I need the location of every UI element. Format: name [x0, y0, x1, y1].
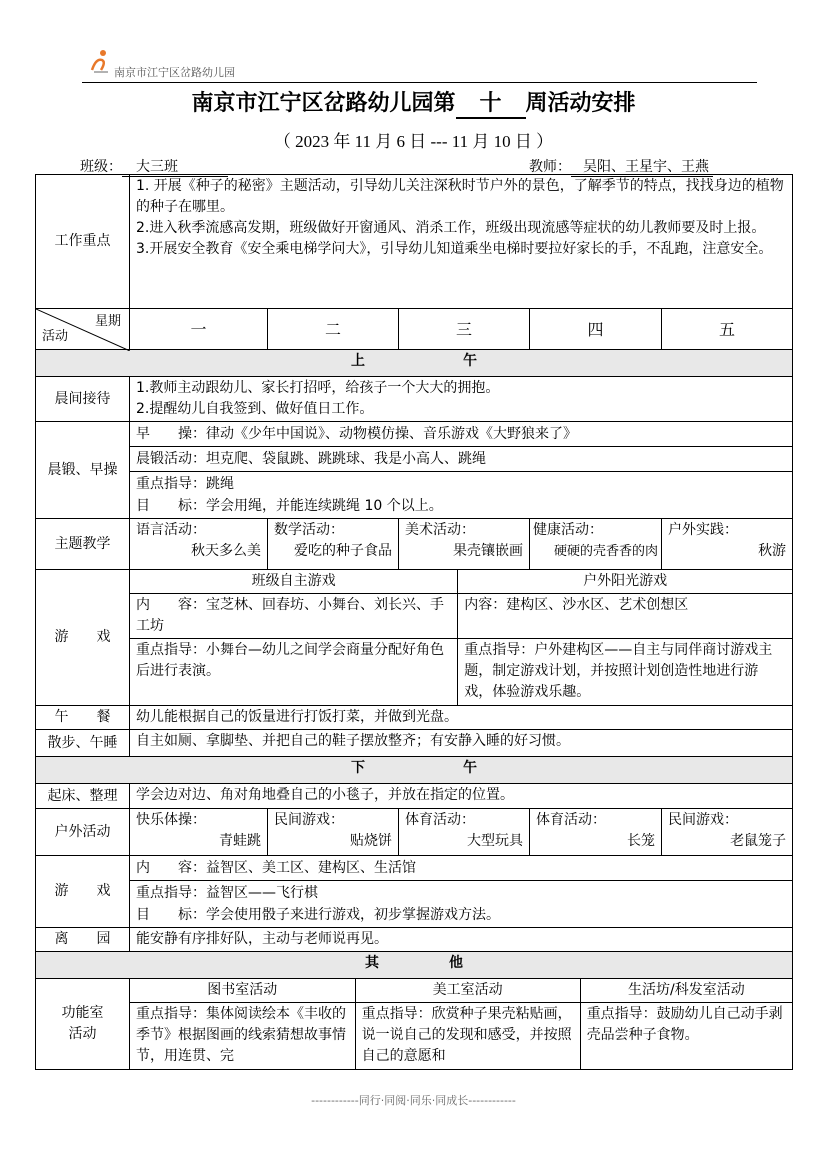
morning-greet-label: 晨间接待: [36, 377, 130, 422]
exercise-goal-line: 目 标：学会用绳，并能连续跳绳 10 个以上。: [136, 498, 443, 514]
morning-exercise-label: 晨锻、早操: [36, 422, 130, 519]
leave-text: 能安静有序排好队，主动与老师说再见。: [130, 928, 793, 952]
work-focus-item: 3.开展安全教育《安全乘电梯学问大》，引导幼儿知道乘坐电梯时要拉好家长的手，不乱跑，注意安全。: [136, 241, 773, 257]
schedule-table: [35, 174, 793, 1070]
theme-cell: [268, 519, 399, 570]
function-room-row: [36, 979, 793, 1070]
title-suffix: 周活动安排: [525, 91, 636, 116]
class-games-focus: 重点指导：小舞台—幼儿之间学会商量分配好角色后进行表演。: [130, 639, 458, 706]
art-room-title: 美工室活动: [355, 979, 580, 1003]
outdoor-games-title: 户外阳光游戏: [458, 570, 792, 594]
theme-cell-value: 秋天多么美: [191, 543, 261, 559]
games-pm-content: [130, 856, 793, 928]
theme-cell-head: 美术活动：: [405, 522, 475, 538]
games-pm-label: 游 戏: [36, 856, 130, 928]
outdoor-cell: [130, 809, 268, 856]
outdoor-cell: [662, 809, 793, 856]
other-section-title: 其 他: [36, 952, 793, 979]
outdoor-cell-value: 大型玩具: [467, 833, 523, 849]
days-header-row: [36, 309, 793, 350]
library-title: 图书室活动: [130, 979, 355, 1003]
outdoor-cell-head: 民间游戏：: [274, 812, 344, 828]
theme-teaching-label: 主题教学: [36, 519, 130, 570]
function-room-content: [130, 979, 793, 1070]
page-title: [0, 86, 827, 119]
nap-row: [36, 730, 793, 757]
theme-cell: [399, 519, 530, 570]
theme-cell-head: 健康活动：: [533, 522, 603, 538]
games-am-row: [36, 570, 793, 706]
day-wednesday: 三: [399, 309, 530, 350]
date-range: （ 2023 年 11 月 6 日 --- 11 月 10 日 ）: [273, 132, 554, 151]
library-text: 重点指导：集体阅读绘本《丰收的季节》根据图画的线索猜想故事情节，用连贯、完: [130, 1003, 355, 1070]
page-header: [82, 42, 757, 83]
games-pm-focus: [130, 881, 792, 927]
days-diagonal-cell: [36, 309, 130, 350]
outdoor-cell-head: 民间游戏：: [668, 812, 738, 828]
days-header-top: 星期: [94, 314, 121, 329]
lunch-row: [36, 706, 793, 730]
theme-cell: [130, 519, 268, 570]
title-prefix: 南京市江宁区岔路幼儿园第: [191, 91, 456, 116]
work-focus-row: [36, 175, 793, 309]
theme-cell: [530, 519, 662, 570]
outdoor-cell-value: 长笼: [627, 833, 655, 849]
art-room-text: 重点指导：欣赏种子果壳粘贴画，说一说自己的发现和感受，并按照自己的意愿和: [355, 1003, 580, 1070]
outdoor-cell: [268, 809, 399, 856]
exercise-line: 早 操：律动《少年中国说》、动物模仿操、音乐游戏《大野狼来了》: [130, 422, 792, 447]
theme-cell-value: 硬硬的壳香香的肉: [553, 544, 658, 559]
work-focus-item: 1. 开展《种子的秘密》主题活动，引导幼儿关注深秋时节户外的景色，了解季节的特点，找找身边的植物的种子在哪里。: [136, 178, 784, 215]
morning-greet-row: [36, 377, 793, 422]
outdoor-cell-head: 体育活动：: [405, 812, 475, 828]
life-room-title: 生活坊/科发室活动: [580, 979, 792, 1003]
nap-text: 自主如厕、拿脚垫、并把自己的鞋子摆放整齐；有安静入睡的好习惯。: [130, 730, 793, 757]
day-monday: 一: [130, 309, 268, 350]
page-footer: ------------同行·同阅·同乐·同成长------------: [311, 1094, 516, 1107]
class-games-content: 内 容：宝芝林、回春坊、小舞台、刘长兴、手工坊: [130, 594, 458, 639]
lunch-text: 幼儿能根据自己的饭量进行打饭打菜，并做到光盘。: [130, 706, 793, 730]
wakeup-row: [36, 784, 793, 809]
outdoor-cell: [399, 809, 530, 856]
outdoor-label: 户外活动: [36, 809, 130, 856]
wakeup-label: 起床、整理: [36, 784, 130, 809]
outdoor-cell-head: 体育活动：: [536, 812, 606, 828]
function-room-label: [36, 979, 130, 1070]
outdoor-games-content: 内容：建构区、沙水区、艺术创想区: [458, 594, 792, 639]
morning-exercise-row: [36, 422, 793, 519]
teacher-value: 吴阳、王星宇、王燕: [571, 156, 713, 177]
nap-label: 散步、午睡: [36, 730, 130, 757]
outdoor-cell: [530, 809, 662, 856]
afternoon-section-title: 下 午: [36, 757, 793, 784]
function-room-label-line: 活动: [68, 1026, 97, 1042]
function-room-label-line: 功能室: [61, 1005, 104, 1021]
day-friday: 五: [662, 309, 793, 350]
games-am-content: [130, 570, 793, 706]
day-thursday: 四: [530, 309, 662, 350]
class-value: 大三班: [122, 156, 228, 177]
games-pm-row: [36, 856, 793, 928]
morning-greet-content: [130, 377, 793, 422]
wakeup-text: 学会边对边、角对角地叠自己的小毯子，并放在指定的位置。: [130, 784, 793, 809]
work-focus-label: 工作重点: [36, 175, 130, 309]
life-room-text: 重点指导：鼓励幼儿自己动手剥壳品尝种子食物。: [580, 1003, 792, 1070]
days-header-bottom: 活动: [42, 329, 69, 344]
morning-greet-item: 2.提醒幼儿自我签到、做好值日工作。: [136, 401, 374, 417]
theme-cell-value: 果壳镶嵌画: [453, 543, 523, 559]
work-focus-content: [130, 175, 793, 309]
morning-exercise-content: [130, 422, 793, 519]
exercise-focus: [130, 472, 792, 518]
title-week: 十: [456, 86, 526, 119]
school-logo-icon: [90, 48, 112, 74]
teacher-label: 教师：: [529, 159, 571, 175]
theme-cell-head: 户外实践：: [668, 522, 738, 538]
games-pm-focus-line: 重点指导：益智区——飞行棋: [136, 885, 318, 901]
class-label: 班级：: [80, 159, 122, 175]
leave-row: [36, 928, 793, 952]
theme-cell-head: 数学活动：: [274, 522, 344, 538]
morning-greet-item: 1.教师主动跟幼儿、家长打招呼，给孩子一个大大的拥抱。: [136, 380, 500, 396]
theme-cell-value: 秋游: [758, 543, 787, 559]
outdoor-cell-value: 贴烧饼: [350, 833, 392, 849]
function-room-grid: [130, 979, 792, 1069]
morning-section-title: 上 午: [36, 350, 793, 377]
exercise-focus-line: 重点指导：跳绳: [136, 476, 234, 492]
outdoor-cell-value: 青蛙跳: [219, 833, 261, 849]
leave-label: 离 园: [36, 928, 130, 952]
theme-cell-head: 语言活动：: [136, 522, 206, 538]
class-games-title: 班级自主游戏: [130, 570, 458, 594]
games-am-label: 游 戏: [36, 570, 130, 706]
outdoor-row: [36, 809, 793, 856]
games-pm-line: 内 容：益智区、美工区、建构区、生活馆: [130, 856, 792, 881]
lunch-label: 午 餐: [36, 706, 130, 730]
header-school-name: 南京市江宁区岔路幼儿园: [114, 66, 235, 79]
exercise-line: 晨锻活动：坦克爬、袋鼠跳、跳跳球、我是小高人、跳绳: [130, 447, 792, 472]
day-tuesday: 二: [268, 309, 399, 350]
outdoor-cell-value: 老鼠笼子: [730, 833, 787, 849]
outdoor-cell-head: 快乐体操：: [136, 812, 206, 828]
theme-cell-value: 爱吃的种子食品: [294, 543, 392, 559]
games-am-grid: [130, 570, 792, 705]
games-pm-goal-line: 目 标：学会使用骰子来进行游戏，初步掌握游戏方法。: [136, 907, 500, 923]
work-focus-item: 2.进入秋季流感高发期，班级做好开窗通风、消杀工作，班级出现流感等症状的幼儿教师要及时上报。: [136, 220, 766, 236]
theme-teaching-row: [36, 519, 793, 570]
theme-cell: [662, 519, 793, 570]
outdoor-games-focus: 重点指导：户外建构区——自主与同伴商讨游戏主题，制定游戏计划，并按照计划创造性地进行游戏，体验游戏乐趣。: [458, 639, 792, 706]
